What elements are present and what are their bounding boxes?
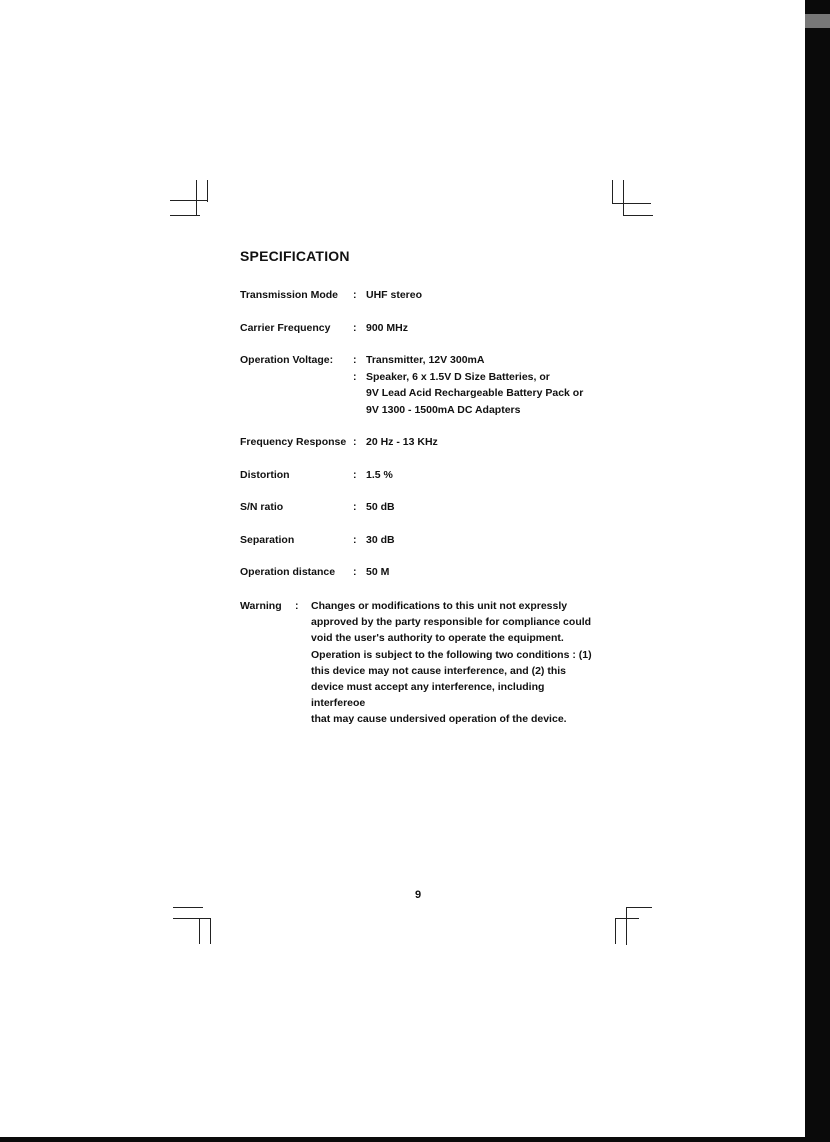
spec-colon: : [353, 354, 357, 366]
warning-line: that may cause undersived operation of the device. [311, 713, 567, 726]
spec-label: Transmission Mode [240, 289, 339, 301]
spec-value: 1.5 % [366, 469, 393, 481]
spec-colon: : [353, 501, 357, 513]
spec-value [366, 352, 583, 418]
spec-value: 50 M [366, 566, 390, 578]
section-heading: SPECIFICATION [240, 248, 350, 264]
page-number: 9 [415, 889, 422, 901]
spec-value-line: 9V Lead Acid Rechargeable Battery Pack or [366, 387, 584, 399]
spec-label: Distortion [240, 469, 290, 481]
spec-value: 30 dB [366, 534, 395, 546]
spec-label: S/N ratio [240, 501, 284, 513]
spec-label: Operation distance [240, 566, 336, 578]
spec-colon: : [353, 469, 357, 481]
spec-label: Frequency Response [240, 436, 347, 448]
scan-edge-bottom [0, 1137, 830, 1142]
spec-label: Separation [240, 534, 295, 546]
warning-text [311, 598, 601, 728]
spec-colon: : [353, 322, 357, 334]
spec-value-line: Speaker, 6 x 1.5V D Size Batteries, or [366, 370, 550, 383]
spec-colon: : [353, 534, 357, 546]
warning-line: this device may not cause interference, and (2) this [311, 664, 566, 677]
spec-value-line: Transmitter, 12V 300mA [366, 354, 485, 366]
warning-line: device must accept any interference, including interfereoe [311, 681, 545, 710]
warning-colon: : [295, 600, 299, 612]
spec-colon: : [353, 566, 357, 578]
spec-value-line: 9V 1300 - 1500mA DC Adapters [366, 403, 521, 416]
spec-value: 900 MHz [366, 322, 409, 334]
spec-colon: : [353, 370, 357, 383]
spec-value: 20 Hz - 13 KHz [366, 436, 438, 448]
warning-line: void the user's authority to operate the equipment. [311, 632, 564, 645]
spec-colon: : [353, 436, 357, 448]
scan-edge-notch [805, 14, 830, 28]
spec-label: Operation Voltage: [240, 354, 334, 366]
spec-value: UHF stereo [366, 289, 423, 301]
warning-line: Changes or modifications to this unit not expressly [311, 600, 568, 612]
warning-line: approved by the party responsible for compliance could [311, 616, 592, 629]
scan-edge-right [805, 0, 830, 1142]
spec-value: 50 dB [366, 501, 395, 513]
warning-line: Operation is subject to the following two conditions : (1) [311, 648, 592, 661]
spec-colon: : [353, 289, 357, 301]
warning-label: Warning [240, 600, 282, 612]
spec-label: Carrier Frequency [240, 322, 331, 334]
